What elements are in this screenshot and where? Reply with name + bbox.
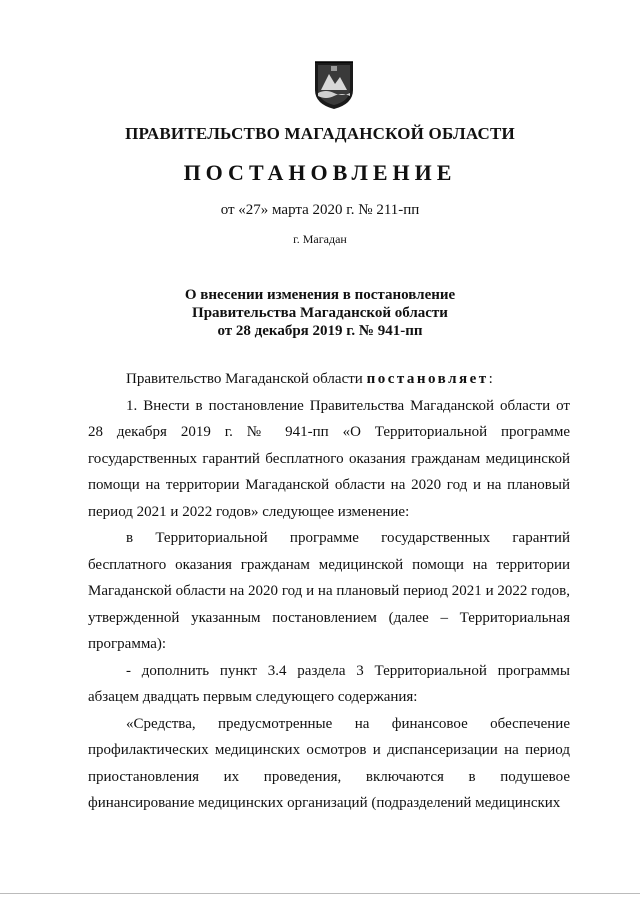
preamble-paragraph xyxy=(88,366,570,393)
paragraph-3: - дополнить пункт 3.4 раздела 3 Территориальной программы абзацем двадцать первым следующего содержания: xyxy=(88,662,570,705)
paragraph-2: в Территориальной программе государственных гарантий бесплатного оказания гражданам медицинской помощи на территории Магаданской области на 2020 год и на плановый период 2021 и 2022 годов, утвержденной указанным постановлением (далее – Территориальная программа): xyxy=(88,530,570,652)
paragraph-4: «Средства, предусмотренные на финансовое обеспечение профилактических медицинских осмотров и диспансеризации на период приостановления их проведения, включаются в подушевое финансирование медицинских организаций (подразделений медицинских xyxy=(88,715,570,811)
page-bottom-edge xyxy=(0,893,640,894)
subject-line-2: Правительства Магаданской области xyxy=(192,305,448,321)
preamble-colon: : xyxy=(488,371,493,387)
subject-line-3: от 28 декабря 2019 г. № 941-пп xyxy=(217,323,423,339)
document-type: ПОСТАНОВЛЕНИЕ xyxy=(183,160,457,185)
document-subject xyxy=(0,286,640,340)
document-body xyxy=(88,366,570,817)
document-city: г. Магадан xyxy=(293,232,347,246)
subject-line-1: О внесении изменения в постановление xyxy=(184,287,456,303)
document-date-number: от «27» марта 2020 г. № 211-пп xyxy=(220,202,420,218)
coat-of-arms-icon xyxy=(313,60,355,110)
preamble-decree-word: постановляет xyxy=(366,371,489,387)
preamble-text: Правительство Магаданской области xyxy=(126,371,367,387)
government-name: ПРАВИТЕЛЬСТВО МАГАДАНСКОЙ ОБЛАСТИ xyxy=(125,124,515,143)
paragraph-1: 1. Внести в постановление Правительства Магаданской области от 28 декабря 2019 г. № 941-пп «О Территориальной программе государственных гарантий бесплатного оказания гражданам медицинской помощи на территории Магаданской области на 2020 год и на плановый период 2021 и 2022 годов» следующее изменение: xyxy=(88,397,570,520)
